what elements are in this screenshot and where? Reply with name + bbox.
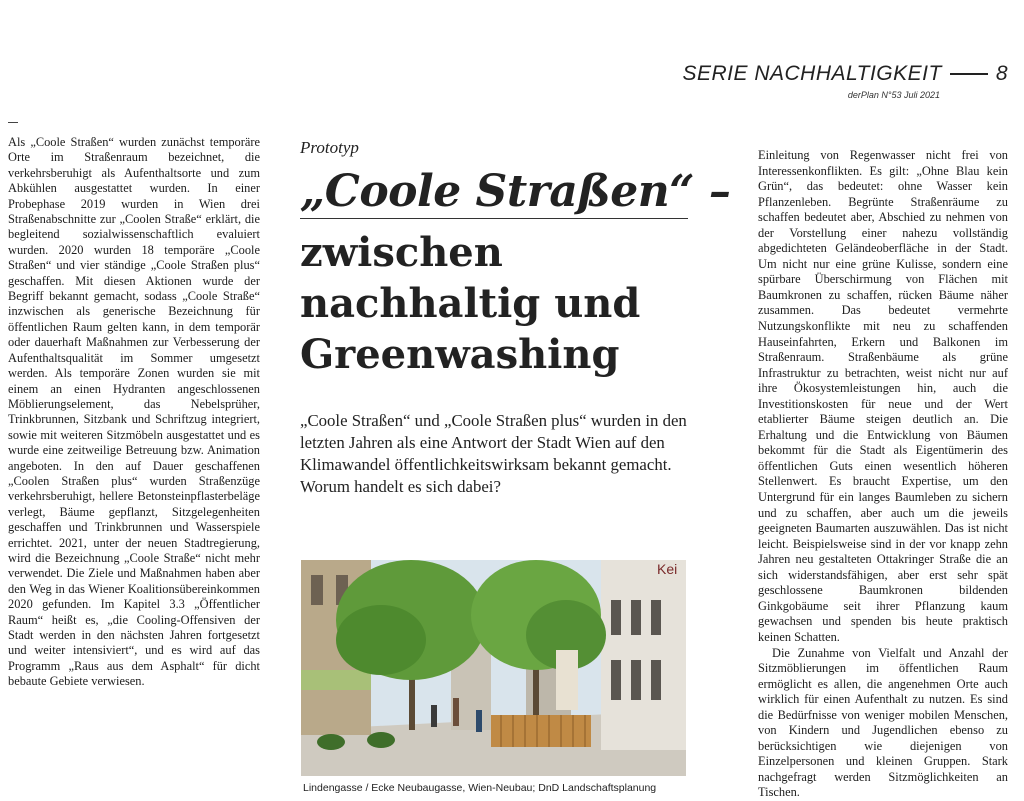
left-column xyxy=(8,122,260,690)
page-number: 8 xyxy=(995,62,1008,85)
headline-line-2: zwischen xyxy=(300,228,503,276)
street-photo-illustration xyxy=(301,560,686,776)
header-dash xyxy=(950,73,988,75)
headline-line-4: Greenwashing xyxy=(300,330,620,378)
series-title xyxy=(682,62,1008,86)
right-paragraph-1: Einleitung von Regenwasser nicht frei von Interessenkonflikten. Es gilt: „Ohne Blau kein Grün“, das bedeutet: ohne Wasser kein Pflanzenleben. Begrünte Straßenräume zu schaffen bedeutet aber, Abschied zu nehmen von der Vorstellung einer nahezu vollständig abgedichteten Geländeoberfläche in der Stadt. Um nicht nur eine grüne Kulisse, sondern eine spürbare Überschirmung von Flächen mit Baumkronen zu schaffen, rücken Bäume näher zusammen. Das bedeutet vermehrte Nutzungskonflikte mit neu zu schaffenden Hauseinfahrten, Erkern und Balkonen im Straßenraum. Straßenbäume als grüne Infrastruktur zu betrachten, weist nicht nur auf ihre Ökosystemleistungen hin, auch die Investitionskosten für neue und der Wert etablierter Bäume steigen deutlich an. Die Erhaltung und die Entwicklung von Bäumen bekommt für die Stadt als Eigentümerin des öffentlichen Guts einen wesentlich höheren Stellenwert. Es braucht Expertise, um den Untergrund für ein langes Baumleben zu sichern und zu schaffen, aber auch um die jeweils geeigneten Baumarten auszuwählen. Das ist nicht leicht. Beispielsweise sind in der vor knapp zehn Jahren neu gestalteten Ottakringer Straße die an sich widerstandsfähigen, aber erst sehr spät geschlossene Baumkronen bildenden Ginkgobäume seit ihrer Pflanzung kaum gewachsen und spenden bis heute praktisch keinen Schatten. xyxy=(758,148,1008,644)
street-photo xyxy=(301,560,686,776)
column-tick xyxy=(8,122,18,123)
photo-caption: Lindengasse / Ecke Neubaugasse, Wien-Neubau; DnD Landschaftsplanung xyxy=(303,782,657,794)
right-paragraph-2: Die Zunahme von Vielfalt und Anzahl der Sitzmöblierungen im öffentlichen Raum ermöglicht es allen, die angenehmen Orte auch wirklich für einen Aufenthalt zu nutzen. Es sind die Bedürfnisse von weniger mobilen Menschen, von Kindern und Jugendlichen ebenso zu berücksichtigen wie diejenigen von Einzelpersonen und kleinen Gruppen. Stark nachgefragt werden Sitzmöglichkeiten an Tischen. xyxy=(758,645,1008,800)
lead-paragraph: „Coole Straßen“ und „Coole Straßen plus“ wurden in den letzten Jahren als eine Antwort der Stadt Wien auf den Klimawandel öffentlichkeitswirksam bekannt gemacht. Worum handelt es sich dabei? xyxy=(300,411,687,497)
series-label: SERIE NACHHALTIGKEIT xyxy=(682,62,942,85)
article-head xyxy=(300,138,731,498)
right-column xyxy=(758,148,1008,801)
issue-label: derPlan N°53 Juli 2021 xyxy=(847,90,940,100)
page-header xyxy=(682,62,1008,100)
kicker: Prototyp xyxy=(300,138,359,157)
headline-line-3: nachhaltig und xyxy=(300,279,641,327)
left-column-text: Als „Coole Straßen“ wurden zunächst temporäre Orte im Straßenraum bezeichnet, die verkehrsberuhigt als Aufenthaltsorte und zum Abkühlen ausgestattet wurden. In einer Probephase 2019 wurden in Wien drei Straßenabschnitte zur „Coolen Straße“ erklärt, die begleitend sozialwissenschaftlich evaluiert wurden. 2020 wurden 18 temporäre „Coole Straßen“ und vier ständige „Coole Straßen plus“ geschaffen. Mit diesen Aktionen wurde der Begriff bekannt gemacht, sodass „Coole Straße“ inzwischen als generische Bezeichnung für öffentlichen Raum gelten kann, in dem temporär oder dauerhaft Maßnahmen zur Verbesserung der Aufenthaltsqualität im Sommer umgesetzt werden. Als temporäre Zonen wurden sie mit einem an einen Hydranten angeschlossenen Möblierungselement, das Nebelsprüher, Trinkbrunnen, Sitzbank und Schriftzug integriert, sowie mit weiteren Sitzmöbeln ausgestattet und es wurde eine zeitweilige Betreuung bzw. Animation angeboten. In den auf Dauer geschaffenen „Coolen Straßen plus“ wurden Straßenzüge verkehrsberuhigt, hellere Betonsteinpflasterbeläge verlegt, Bäume gepflanzt, Sitzgelegenheiten geschaffen und Trinkbrunnen und Wasserspiele errichtet. 2021, unter der neuen Stadtregierung, wird die Bezeichnung „Coole Straße“ nicht mehr verwendet. Die Ziele und Maßnahmen haben aber den Weg in das Wiener Koalitionsübereinkommen 2020 gefunden. Im Kapitel 3.3 „Öffentlicher Raum“ heißt es, „die Cooling-Offensiven der Stadt werden in den nächsten Jahren fortgesetzt und weiter intensiviert“, und es wird auf das Programm „Raus aus dem Asphalt“ für dicht bebaute Gebiete verwiesen. xyxy=(8,135,260,689)
headline xyxy=(300,166,731,380)
shop-sign: Kei xyxy=(657,561,678,577)
headline-line-1: „Coole Straßen“ – xyxy=(300,166,731,217)
